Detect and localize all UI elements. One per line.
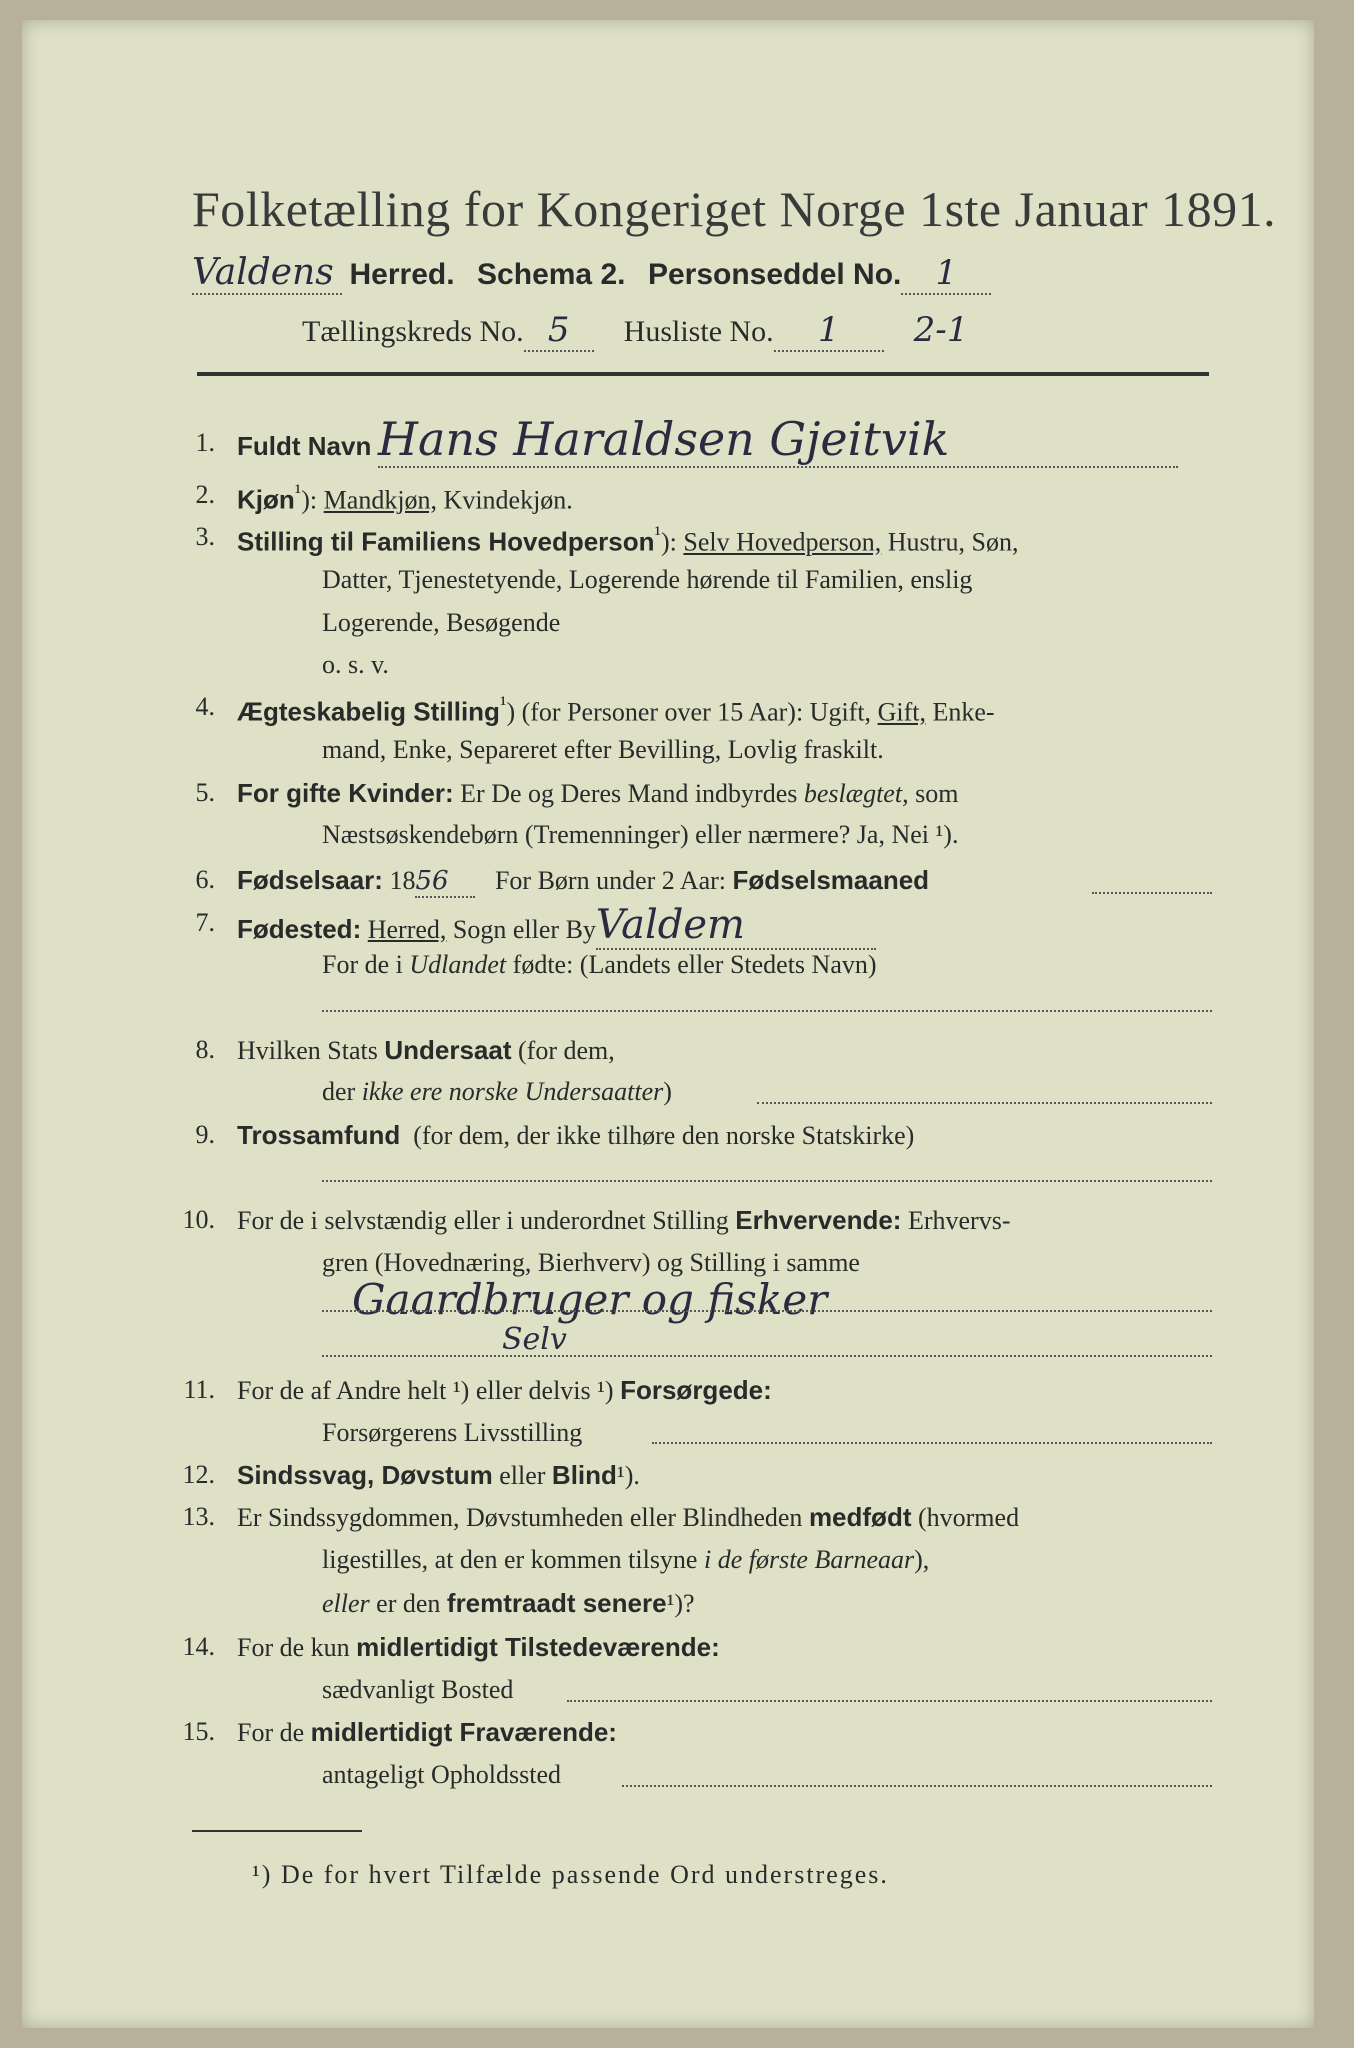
schema-label: Schema 2. <box>477 258 626 291</box>
item-1 <box>237 412 1178 468</box>
item-text: Erhvervs- <box>907 1206 1011 1235</box>
item-text: (for dem, der ikke tilhøre den norske Statskirke) <box>413 1121 915 1150</box>
item-text-italic: eller <box>322 1589 370 1618</box>
personseddel-label: Personseddel No. <box>647 258 902 291</box>
item-number: 15. <box>182 1717 215 1746</box>
item-12 <box>237 1460 640 1491</box>
husliste-value: 1 <box>774 310 884 352</box>
item-number: 7. <box>195 908 215 937</box>
item-10 <box>237 1205 1010 1236</box>
item-text: Sogn eller By <box>452 915 596 944</box>
field-label: Kjøn <box>237 484 295 515</box>
item-7-line-2 <box>322 950 877 980</box>
year-prefix: 18 <box>389 866 416 895</box>
item-number: 9. <box>195 1120 215 1149</box>
item-text-italic: i de første Barneaar <box>703 1545 915 1574</box>
item-text: ¹). <box>616 1461 640 1490</box>
item-text: er den <box>376 1589 441 1618</box>
item-10-line-2: gren (Hovednæring, Bierhverv) og Stilling i samme <box>322 1248 860 1277</box>
blank-line <box>322 1010 1212 1012</box>
item-number: 1. <box>195 428 215 457</box>
item-text-italic: beslægtet, <box>803 779 909 808</box>
field-label: Fødselsmaaned <box>732 865 930 895</box>
herred-label: Herred. <box>349 258 455 291</box>
item-text: (for dem, <box>518 1036 615 1065</box>
blank-line <box>322 1355 1212 1357</box>
name-value: Hans Haraldsen Gjeitvik <box>378 412 1178 468</box>
item-number: 13. <box>182 1502 215 1531</box>
blank-line <box>322 1310 1212 1312</box>
item-13-line-3 <box>322 1588 695 1619</box>
occupation-value: Gaardbruger og fisker <box>352 1275 828 1324</box>
personseddel-value: 1 <box>901 253 991 295</box>
item-number: 2. <box>195 480 215 509</box>
item-number: 5. <box>195 778 215 807</box>
item-number: 14. <box>182 1632 215 1661</box>
item-text: For Børn under 2 Aar: <box>494 866 727 895</box>
item-3-line-3: Logerende, Besøgende <box>322 608 561 637</box>
header-line-2 <box>302 310 968 352</box>
item-text: For de i selvstændig eller i underordnet Stilling <box>237 1206 729 1235</box>
item-number: 8. <box>195 1035 215 1064</box>
option-text: Enke- <box>932 697 995 727</box>
item-number: 11. <box>183 1375 215 1404</box>
item-text: ) <box>663 1077 672 1106</box>
footnote-mark: ¹ <box>499 692 507 716</box>
item-5 <box>237 778 958 809</box>
option-herred: Herred, <box>367 915 447 944</box>
blank-line <box>322 1180 1212 1182</box>
field-label: Trossamfund <box>237 1120 401 1150</box>
herred-value: Valdens <box>192 252 342 295</box>
item-13-line-2 <box>322 1545 929 1575</box>
item-8 <box>237 1035 615 1066</box>
item-4-line-2: mand, Enke, Separeret efter Bevilling, Lovlig fraskilt. <box>322 735 884 764</box>
item-text: ¹)? <box>666 1589 695 1618</box>
footnote-mark: ¹ <box>654 522 662 546</box>
item-text-italic: Udlandet <box>409 950 507 979</box>
item-5-line-2: Næstsøskendebørn (Tremenninger) eller nærmere? Ja, Nei ¹). <box>322 820 959 849</box>
item-number: 12. <box>182 1460 215 1489</box>
field-label: Fuldt Navn <box>237 431 372 461</box>
form-title: Folketælling for Kongeriget Norge 1ste Januar 1891. <box>192 181 1277 237</box>
item-3-line-4: o. s. v. <box>322 650 389 679</box>
field-label: Forsørgede: <box>620 1375 772 1405</box>
footnote-mark: ¹) <box>252 1860 273 1889</box>
birth-year-value: 56 <box>415 866 475 898</box>
item-text: Hvilken Stats <box>237 1036 378 1065</box>
item-14-line-2: sædvanligt Bosted <box>322 1675 514 1704</box>
field-label: For gifte Kvinder: <box>237 778 454 808</box>
footnote <box>252 1860 889 1890</box>
field-label: midlertidigt Tilstedeværende: <box>356 1632 720 1662</box>
item-13 <box>237 1502 1019 1533</box>
census-form <box>22 20 1314 2028</box>
option-selv-hovedperson: Selv Hovedperson, <box>683 527 882 557</box>
item-15-line-2: antageligt Opholdssted <box>322 1760 562 1789</box>
field-label: Stilling til Familiens Hovedperson <box>237 526 655 557</box>
blank-line <box>1092 892 1212 894</box>
item-text-italic: ikke ere norske Undersaatter <box>361 1077 664 1106</box>
item-text: eller <box>499 1461 546 1490</box>
item-15 <box>237 1717 617 1748</box>
item-number: 4. <box>195 692 215 721</box>
item-text: For de <box>237 1718 305 1747</box>
blank-line <box>622 1785 1212 1787</box>
item-text: ), <box>914 1545 930 1574</box>
blank-line <box>757 1102 1212 1104</box>
field-label: Fødested: <box>237 914 362 944</box>
field-label: Erhvervende: <box>735 1205 902 1235</box>
husliste-extra: 2-1 <box>913 310 969 350</box>
item-number: 3. <box>195 522 215 551</box>
item-11 <box>237 1375 772 1406</box>
item-14 <box>237 1632 720 1663</box>
option-mandkjon: Mandkjøn, <box>323 485 438 515</box>
occupation-status-value: Selv <box>502 1322 567 1357</box>
field-label: midlertidigt Fraværende: <box>310 1717 617 1747</box>
item-text: som <box>915 779 959 808</box>
item-8-line-2 <box>322 1077 672 1107</box>
header-line-1 <box>192 252 991 295</box>
item-text: For de i <box>322 950 403 979</box>
item-text: der <box>322 1077 356 1106</box>
blank-line <box>652 1442 1212 1444</box>
item-text: (hvormed <box>917 1503 1020 1532</box>
item-number: 6. <box>195 865 215 894</box>
item-text: For de kun <box>237 1633 350 1662</box>
item-text: ligestilles, at den er kommen tilsyne <box>322 1545 698 1574</box>
kreds-value: 5 <box>524 310 594 352</box>
kreds-label: Tællingskreds No. <box>302 315 524 348</box>
item-6 <box>237 865 929 898</box>
field-label: medfødt <box>808 1502 912 1532</box>
field-label: Undersaat <box>384 1035 512 1065</box>
item-9 <box>237 1120 914 1151</box>
option-gift: Gift, <box>877 697 926 727</box>
item-text: Er Sindssygdommen, Døvstumheden eller Blindheden <box>237 1503 803 1532</box>
field-label: Sindssvag, Døvstum <box>237 1460 493 1490</box>
item-7 <box>237 902 876 950</box>
item-text: Er De og Deres Mand indbyrdes <box>460 779 798 808</box>
option-text: Hustru, Søn, <box>887 527 1019 557</box>
item-number: 10. <box>182 1205 215 1234</box>
item-text: For de af Andre helt ¹) eller delvis ¹) <box>237 1376 614 1405</box>
field-label: fremtraadt senere <box>446 1588 667 1618</box>
item-4: Ægteskabelig Stilling$^{^1}$) (for Personer over 15 Aar): Ugift, Gift, Enke- <box>237 692 995 727</box>
header-rule <box>197 372 1209 376</box>
item-3-line-2: Datter, Tjenestetyende, Logerende hørende til Familien, enslig <box>322 565 973 594</box>
option-kvindekjon: Kvindekjøn. <box>443 485 573 515</box>
footnote-text: De for hvert Tilfælde passende Ord understreges. <box>280 1860 889 1889</box>
item-text: fødte: (Landets eller Stedets Navn) <box>512 950 877 979</box>
husliste-label: Husliste No. <box>623 315 774 348</box>
footnote-rule <box>192 1830 362 1832</box>
item-2: Kjøn$^{^1}$): Mandkjøn, Kvindekjøn. <box>237 480 573 515</box>
field-label: Blind <box>551 1460 617 1490</box>
item-11-line-2: Forsørgerens Livsstilling <box>322 1418 583 1447</box>
field-label: Ægteskabelig Stilling <box>237 696 500 727</box>
footnote-mark: ¹ <box>294 480 302 504</box>
field-label: Fødselsaar: <box>237 865 383 895</box>
blank-line <box>567 1700 1212 1702</box>
option-text: (for Personer over 15 Aar): Ugift, <box>521 697 872 727</box>
birthplace-value: Valdem <box>596 902 876 950</box>
item-3: Stilling til Familiens Hovedperson$^{^1}$): Selv Hovedperson, Hustru, Søn, <box>237 522 1019 557</box>
